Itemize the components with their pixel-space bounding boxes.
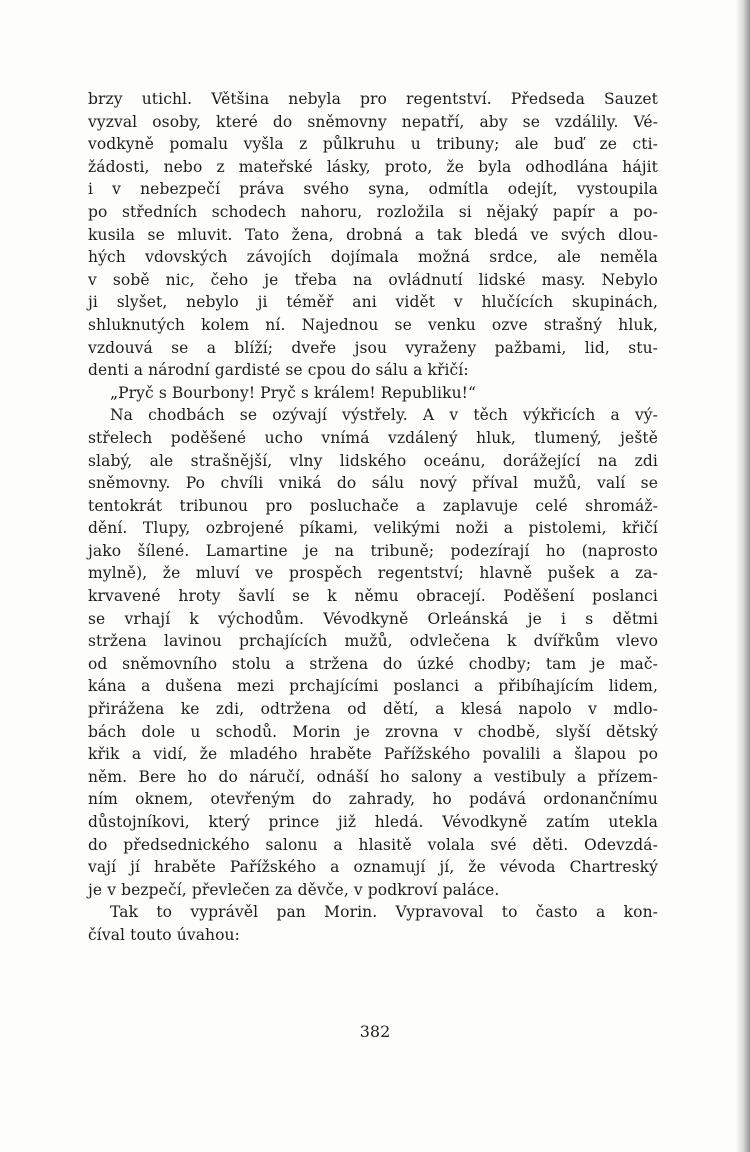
- text-line: kusila se mluvit. Tato žena, drobná a tak bledá ve svých dlou-: [88, 225, 658, 244]
- text-line: Tak to vyprávěl pan Morin. Vypravoval to často a kon-: [110, 903, 658, 922]
- text-line: po středních schodech nahoru, rozložila si nějaký papír a po-: [88, 202, 658, 221]
- paragraph: [88, 404, 658, 901]
- text-line: v sobě nic, čeho je třeba na ovládnutí lidské masy. Nebylo: [88, 270, 658, 289]
- text-line: křik a vidí, že mladého hraběte Pařížského povalili a šlapou po: [88, 745, 658, 764]
- text-line: denti a národní gardisté se cpou do sálu a křičí:: [88, 361, 469, 380]
- text-line: stržena lavinou prchajících mužů, odvlečena k dvířkům vlevo: [88, 632, 658, 651]
- paragraph: [88, 88, 658, 382]
- text-line: je v bezpečí, převlečen za děvče, v podkroví paláce.: [88, 880, 500, 899]
- text-line: vyzval osoby, které do sněmovny nepatří, aby se vzdálily. Vé-: [88, 112, 658, 131]
- text-line: něm. Bere ho do náručí, odnáší ho salony a vestibuly a přízem-: [88, 767, 658, 786]
- text-line: bách dole u schodů. Morin je zrovna v chodbě, slyší dětský: [88, 722, 658, 741]
- text-line: brzy utichl. Většina nebyla pro regentství. Předseda Sauzet: [88, 90, 658, 108]
- text-line: se vrhají k východům. Vévodkyně Orleánská je i s dětmi: [88, 609, 658, 628]
- text-line: vzdouvá se a blíží; dveře jsou vyraženy pažbami, lid, stu-: [88, 338, 658, 357]
- paragraph: [88, 382, 658, 405]
- text-line: střelech poděšené ucho vnímá vzdálený hluk, tlumený, ještě: [88, 428, 658, 447]
- text-line: vodkyně pomalu vyšla z půlkruhu u tribuny; ale buď ze cti-: [88, 135, 658, 154]
- page-edge-shadow: [736, 0, 750, 1152]
- text-line: vají jí hraběte Pařížského a oznamují jí, že vévoda Chartreský: [88, 858, 658, 877]
- body-text: [88, 88, 658, 947]
- text-line: tentokrát tribunou pro posluchače a zaplavuje celé shromáž-: [88, 496, 658, 515]
- page-number: 382: [359, 1022, 391, 1041]
- text-line: do předsednického salonu a hlasitě volala své děti. Odevzdá-: [88, 835, 658, 854]
- text-line: „Pryč s Bourbony! Pryč s králem! Republiku!“: [110, 383, 477, 402]
- text-line: přirážena ke zdi, odtržena od dětí, a klesá napolo v mdlo-: [88, 700, 658, 719]
- text-line: hých vdovských závojích dojímala možná srdce, ale neměla: [88, 248, 658, 267]
- text-line: sněmovny. Po chvíli vniká do sálu nový příval mužů, valí se: [88, 474, 658, 493]
- text-line: dění. Tlupy, ozbrojené píkami, velikými noži a pistolemi, křičí: [88, 519, 658, 538]
- text-line: slabý, ale strašnější, vlny lidského oceánu, dorážející na zdi: [88, 451, 658, 470]
- text-line: kána a dušena mezi prchajícími poslanci a přibíhajícím lidem,: [88, 677, 658, 696]
- text-line: číval touto úvahou:: [88, 925, 240, 944]
- text-line: ním oknem, otevřeným do zahrady, ho podává ordonančnímu: [88, 790, 658, 809]
- text-line: jako šílené. Lamartine je na tribuně; podezírají ho (naprosto: [88, 541, 658, 560]
- text-line: od sněmovního stolu a stržena do úzké chodby; tam je mač-: [88, 654, 658, 673]
- paragraph: [88, 901, 658, 946]
- text-line: mylně), že mluví ve prospěch regentství; hlavně pušek a za-: [88, 564, 658, 583]
- text-line: ji slyšet, nebylo ji téměř ani vidět v hlučících skupinách,: [88, 293, 658, 312]
- text-line: krvavené hroty šavlí se k němu obracejí. Poděšení poslanci: [88, 587, 658, 606]
- text-line: důstojníkovi, který prince již hledá. Vévodkyně zatím utekla: [88, 813, 658, 831]
- text-line: i v nebezpečí práva svého syna, odmítla odejít, vystoupila: [88, 180, 658, 199]
- text-line: žádosti, nebo z mateřské lásky, proto, že byla odhodlána hájit: [88, 157, 658, 176]
- text-line: Na chodbách se ozývají výstřely. A v těch výkřicích a vý-: [110, 406, 658, 425]
- text-line: shluknutých kolem ní. Najednou se venku ozve strašný hluk,: [88, 315, 658, 334]
